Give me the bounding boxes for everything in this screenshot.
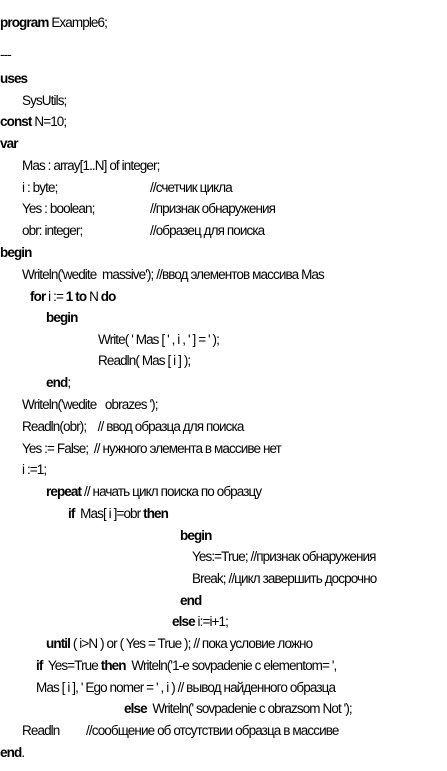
keyword: for bbox=[30, 289, 46, 304]
keyword: then bbox=[100, 658, 126, 673]
code-text: Yes := False; // нужного элемента в массиве нет bbox=[22, 441, 281, 456]
code-line bbox=[22, 723, 339, 739]
code-text: ( i>N ) or ( Yes = True ); // пока условие ложно bbox=[70, 636, 313, 651]
comment: //счетчик цикла bbox=[150, 180, 232, 195]
code-text: Mas : array[1..N] of integer; bbox=[22, 158, 160, 173]
code-text: i : byte; bbox=[22, 180, 58, 195]
code-text: ; bbox=[67, 375, 71, 390]
code-line bbox=[0, 136, 18, 152]
code-line bbox=[22, 419, 243, 435]
code-line bbox=[46, 310, 78, 326]
code-line bbox=[192, 571, 376, 587]
code-text: Writeln('wedite massive'); //ввод элементов массива Mas bbox=[22, 267, 324, 282]
code-text: N=10; bbox=[31, 114, 67, 129]
code-line bbox=[30, 289, 115, 305]
code-line bbox=[0, 114, 66, 130]
code-text: Write( ' Mas [ ' , i , ' ] = ' ); bbox=[98, 332, 220, 347]
code-line bbox=[22, 93, 66, 109]
code-text: Readln bbox=[22, 723, 60, 738]
code-text: i :=1; bbox=[22, 462, 47, 477]
keyword: program bbox=[0, 15, 49, 30]
code-line bbox=[180, 528, 212, 544]
code-text: // начать цикл поиска по образцу bbox=[81, 484, 262, 499]
code-line bbox=[22, 158, 159, 174]
code-line bbox=[124, 701, 352, 717]
code-line bbox=[36, 658, 336, 674]
code-line bbox=[0, 745, 24, 761]
code-line bbox=[36, 680, 335, 696]
code-line bbox=[22, 441, 281, 457]
keyword: end bbox=[180, 593, 202, 608]
keyword: end bbox=[46, 375, 68, 390]
keyword: uses bbox=[0, 71, 28, 86]
code-text: i := bbox=[45, 289, 66, 304]
code-line bbox=[98, 332, 219, 348]
code-text: Mas [ i ], ' Ego nomer = ' , i ) // вывод найденного образца bbox=[36, 680, 336, 695]
code-text: Writeln('1-e sovpadenie c elementom= ', bbox=[125, 658, 337, 673]
keyword: repeat bbox=[46, 484, 82, 499]
keyword: else bbox=[172, 614, 195, 629]
code-line bbox=[98, 353, 190, 369]
code-line bbox=[22, 180, 232, 196]
code-line bbox=[22, 267, 324, 283]
code-line bbox=[68, 506, 168, 522]
code-line bbox=[22, 223, 265, 239]
keyword: until bbox=[46, 636, 70, 651]
comment: //образец для поиска bbox=[150, 223, 265, 238]
keyword: end bbox=[0, 745, 22, 760]
code-text: N bbox=[86, 289, 101, 304]
comment: //признак обнаружения bbox=[150, 201, 276, 216]
code-line bbox=[22, 201, 276, 217]
code-line bbox=[0, 71, 27, 87]
code-line bbox=[46, 375, 70, 391]
code-text: Yes : boolean; bbox=[22, 201, 95, 216]
code-line bbox=[0, 15, 107, 31]
code-text: Break; //цикл завершить досрочно bbox=[192, 571, 377, 586]
code-text: Yes=True bbox=[42, 658, 101, 673]
keyword: to bbox=[75, 289, 87, 304]
keyword: begin bbox=[0, 245, 32, 260]
code-line bbox=[22, 397, 158, 413]
code-line bbox=[192, 549, 376, 565]
code-text: . bbox=[21, 745, 25, 760]
code-text: i:=i+1; bbox=[194, 614, 229, 629]
code-text: SysUtils; bbox=[22, 93, 67, 108]
keyword: then bbox=[143, 506, 169, 521]
keyword: do bbox=[100, 289, 116, 304]
code-text: Readln(obr); // ввод образца для поиска bbox=[22, 419, 244, 434]
code-text: Yes:=True; //признак обнаружения bbox=[192, 549, 376, 564]
code-text: --- bbox=[0, 47, 11, 62]
code-line bbox=[46, 636, 312, 652]
keyword: if bbox=[68, 506, 75, 521]
keyword: else bbox=[124, 701, 147, 716]
code-text: Writeln('wedite obrazes '); bbox=[22, 397, 158, 412]
keyword: 1 bbox=[65, 289, 73, 304]
code-text: Writeln(' sovpadenie c obrazsom Not '); bbox=[146, 701, 352, 716]
code-line bbox=[180, 593, 201, 609]
code-text: Readln( Mas [ i ] ); bbox=[98, 353, 191, 368]
keyword: var bbox=[0, 136, 18, 151]
code-line bbox=[0, 245, 32, 261]
code-text: obr: integer; bbox=[22, 223, 83, 238]
code-line bbox=[22, 462, 46, 478]
code-text: Mas[ i ]=obr bbox=[74, 506, 144, 521]
code-line bbox=[46, 484, 261, 500]
keyword: begin bbox=[46, 310, 78, 325]
code-line bbox=[172, 614, 228, 630]
keyword: if bbox=[36, 658, 43, 673]
code-line bbox=[0, 47, 11, 63]
keyword: const bbox=[0, 114, 32, 129]
comment: //сообщение об отсутствии образца в массиве bbox=[86, 723, 339, 738]
keyword: begin bbox=[180, 528, 212, 543]
code-text: Example6; bbox=[48, 15, 108, 30]
